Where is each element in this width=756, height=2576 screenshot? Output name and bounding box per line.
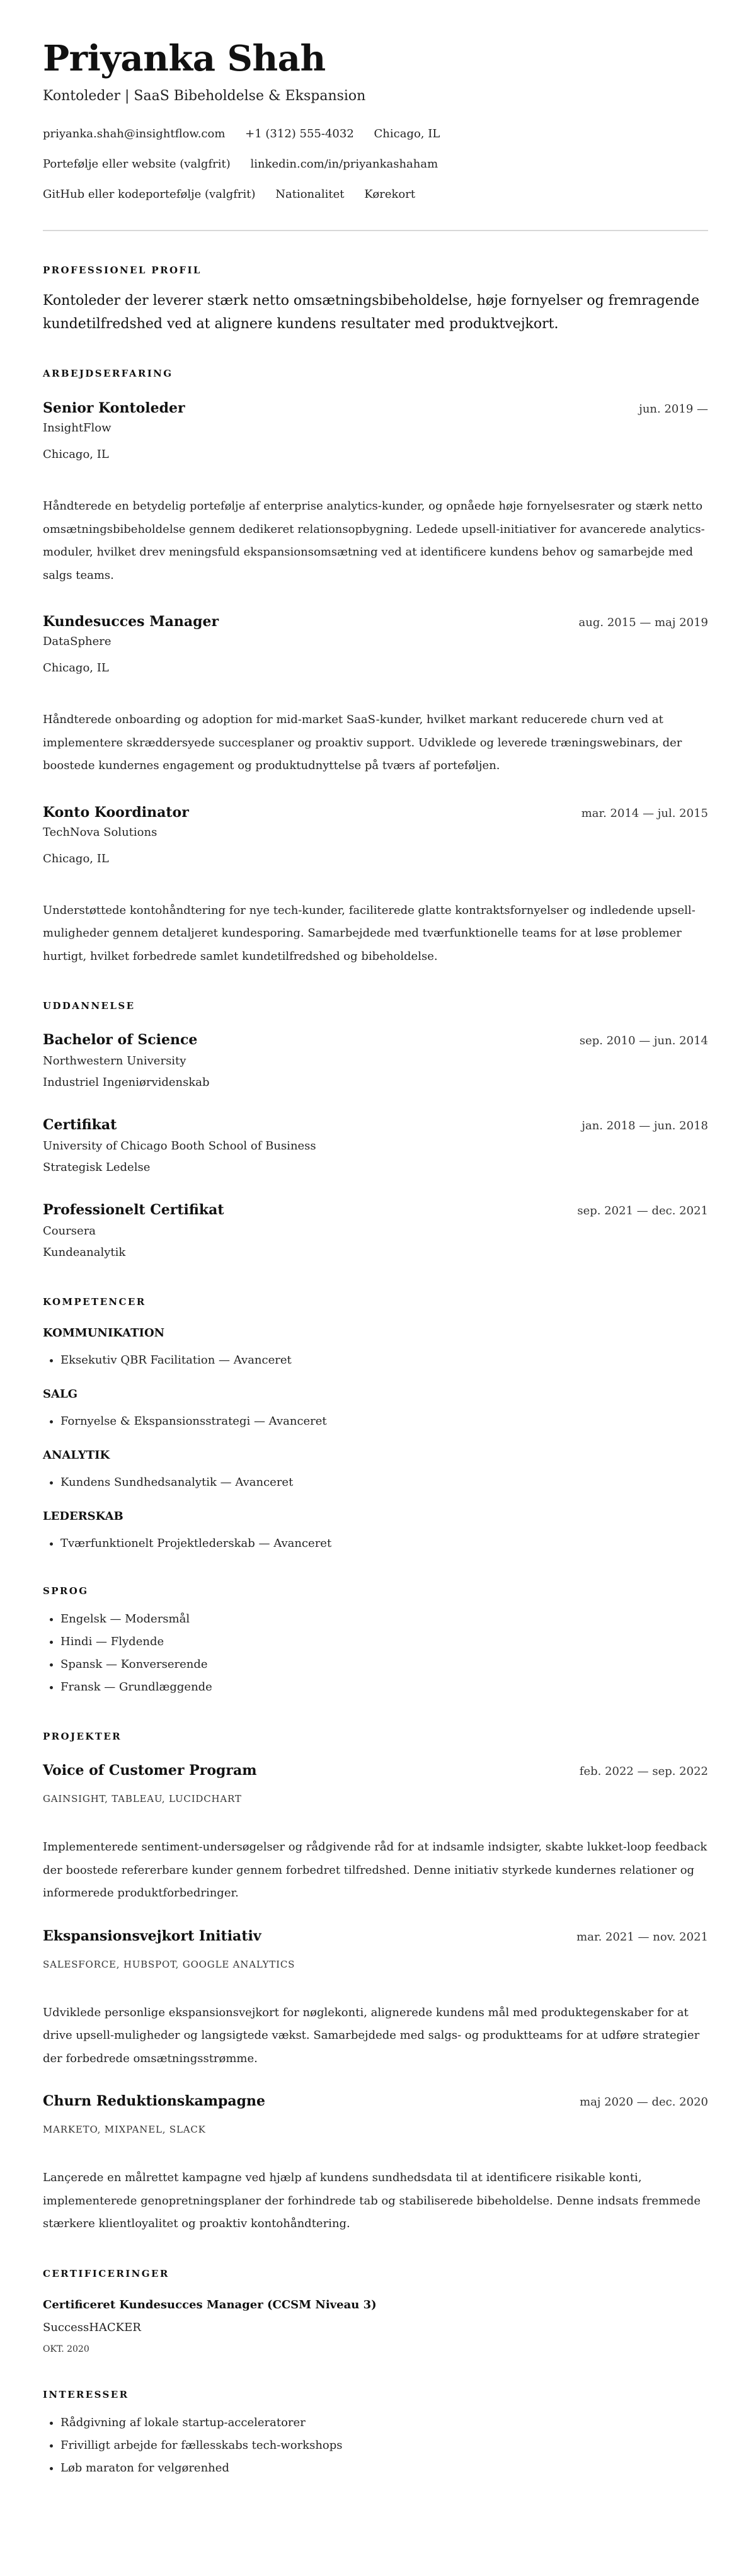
skill-list: [43, 1412, 708, 1431]
job-location: Chicago, IL: [43, 852, 109, 865]
drivers-license: Kørekort: [364, 188, 416, 201]
candidate-name: Priyanka Shah: [43, 38, 326, 79]
education-dates: sep. 2021 — dec. 2021: [577, 1204, 708, 1217]
institution-name: Northwestern University: [43, 1054, 186, 1068]
skill-item: • Fornyelse & Ekspansionsstrategi — Avanceret: [60, 1412, 708, 1431]
education-section: [43, 1000, 708, 1264]
degree-title: Professionelt Certifikat: [43, 1202, 224, 1218]
education-entry: [43, 1115, 708, 1179]
section-heading: KOMPETENCER: [43, 1296, 146, 1308]
job-title: Kundesucces Manager: [43, 613, 219, 630]
contact-row: [43, 155, 708, 174]
field-of-study: Industriel Ingeniørvidenskab: [43, 1076, 210, 1089]
profile-section: [43, 264, 708, 336]
project-entry: [43, 1927, 708, 2071]
education-header: [43, 1030, 708, 1051]
degree-title: Bachelor of Science: [43, 1032, 198, 1048]
job-location: Chicago, IL: [43, 448, 109, 461]
project-entry: [43, 2092, 708, 2236]
job-title: Konto Koordinator: [43, 804, 189, 821]
resume-header: [43, 38, 708, 204]
section-heading: SPROG: [43, 1585, 89, 1597]
project-description: Udviklede personlige ekspansionsvejkort for nøglekonti, alignerede kundens mål med produktegenskaber for at drive upsell-muligheder og langsigtede vækst. Samarbejdede med salgs- og produktteams for at udføre strategier der forbedrede omsætningsstrømme.: [43, 2005, 700, 2065]
skill-item: • Tværfunktionelt Projektlederskab — Avanceret: [60, 1534, 708, 1553]
project-dates: feb. 2022 — sep. 2022: [579, 1765, 708, 1778]
job-entry: [43, 399, 708, 587]
certification-date: OKT. 2020: [43, 2344, 89, 2354]
project-entry: [43, 1761, 708, 1905]
portfolio-link[interactable]: Portefølje eller website (valgfrit): [43, 157, 231, 171]
skills-section: [43, 1296, 708, 1553]
education-header: [43, 1200, 708, 1221]
project-technologies: MARKETO, MIXPANEL, SLACK: [43, 2124, 206, 2135]
skill-category-title: KOMMUNIKATION: [43, 1326, 165, 1340]
section-heading: PROJEKTER: [43, 1731, 122, 1742]
section-heading: ARBEJDSERFARING: [43, 368, 173, 379]
company-name: InsightFlow: [43, 421, 112, 435]
interests-section: [43, 2388, 708, 2480]
degree-title: Certifikat: [43, 1117, 117, 1133]
company-name: DataSphere: [43, 635, 112, 648]
location: Chicago, IL: [374, 127, 440, 140]
job-location: Chicago, IL: [43, 661, 109, 675]
github-link[interactable]: GitHub eller kodeportefølje (valgfrit): [43, 188, 256, 201]
contact-row: [43, 125, 708, 144]
project-title: Churn Reduktionskampagne: [43, 2093, 266, 2109]
language-item: • Engelsk — Modersmål: [60, 1608, 708, 1631]
project-title: Voice of Customer Program: [43, 1762, 257, 1779]
job-description: Understøttede kontohåndtering for nye tech-kunder, faciliterede glatte kontraktsfornyelser og indledende upsell-muligheder gennem detaljeret kundesporing. Samarbejdede med tværfunktionelle teams for at løse problemer hurtigt, hvilket forbedrede samlet kundetilfredshed og bibeholdelse.: [43, 903, 696, 963]
profile-summary: Kontoleder der leverer stærk netto omsætningsbibeholdelse, høje fornyelser og fremragende kundetilfredshed ved at alignere kundens resultater med produktvejkort.: [43, 293, 700, 332]
education-dates: sep. 2010 — jun. 2014: [579, 1034, 708, 1047]
project-dates: mar. 2021 — nov. 2021: [576, 1930, 708, 1944]
interest-item: • Rådgivning af lokale startup-acceleratorer: [60, 2412, 708, 2434]
project-technologies: GAINSIGHT, TABLEAU, LUCIDCHART: [43, 1793, 242, 1804]
job-description: Håndterede onboarding og adoption for mid-market SaaS-kunder, hvilket markant reducerede churn ved at implementere skræddersyede succesplaner og proaktiv support. Udviklede og leverede træningswebinars, der boostede kundernes engagement og produktudnyttelse på tværs af porteføljen.: [43, 713, 682, 772]
company-name: TechNova Solutions: [43, 825, 158, 839]
education-entry: [43, 1030, 708, 1094]
candidate-headline: Kontoleder | SaaS Bibeholdelse & Ekspansion: [43, 88, 366, 104]
languages-section: [43, 1585, 708, 1699]
institution-name: Coursera: [43, 1224, 96, 1238]
certification-issuer: SuccessHACKER: [43, 2320, 141, 2334]
projects-section: [43, 1730, 708, 2236]
experience-section: [43, 367, 708, 968]
field-of-study: Kundeanalytik: [43, 1246, 126, 1259]
job-description: Håndterede en betydelig portefølje af enterprise analytics-kunder, og opnåede høje fornyelsesrater og stærk netto omsætningsbibeholdelse gennem dedikeret relationsopbygning. Ledede upsell-initiativer for avancerede analytics-moduler, hvilket drev meningsfuld ekspansionsomsætning ved at identificere kundens behov og samarbejde med salgs teams.: [43, 499, 705, 582]
job-title: Senior Kontoleder: [43, 400, 185, 416]
project-header: [43, 1927, 708, 1947]
project-title: Ekspansionsvejkort Initiativ: [43, 1927, 261, 1944]
phone-number: +1 (312) 555-4032: [245, 127, 354, 140]
section-heading: CERTIFICERINGER: [43, 2267, 169, 2279]
project-description: Lançerede en målrettet kampagne ved hjælp af kundens sundhedsdata til at identificere risikable konti, implementerede genopretningsplaner der forhindrede tab og stabiliserede bibeholdelse. Denne indsats fremmede stærkere klientloyalitet og proaktiv kontohåndtering.: [43, 2171, 701, 2230]
header-divider: [43, 230, 708, 231]
interest-item: • Frivilligt arbejde for fællesskabs tech-workshops: [60, 2434, 708, 2457]
project-technologies: SALESFORCE, HUBSPOT, GOOGLE ANALYTICS: [43, 1958, 295, 1970]
language-item: • Hindi — Flydende: [60, 1631, 708, 1653]
nationality: Nationalitet: [275, 188, 345, 201]
project-dates: maj 2020 — dec. 2020: [580, 2095, 708, 2109]
job-entry: [43, 612, 708, 778]
language-item: • Fransk — Grundlæggende: [60, 1676, 708, 1699]
job-header: [43, 612, 708, 632]
job-entry: [43, 803, 708, 969]
languages-list: [43, 1608, 708, 1699]
project-header: [43, 1761, 708, 1781]
education-dates: jan. 2018 — jun. 2018: [581, 1119, 708, 1132]
linkedin-link[interactable]: linkedin.com/in/priyankashaham: [250, 157, 438, 171]
project-header: [43, 2092, 708, 2112]
skill-item: • Kundens Sundhedsanalytik — Avanceret: [60, 1473, 708, 1492]
field-of-study: Strategisk Ledelse: [43, 1161, 151, 1174]
skill-category-title: SALG: [43, 1388, 77, 1401]
education-entry: [43, 1200, 708, 1264]
email-link[interactable]: priyanka.shah@insightflow.com: [43, 127, 226, 140]
section-heading: PROFESSIONEL PROFIL: [43, 265, 202, 276]
job-header: [43, 399, 708, 419]
education-header: [43, 1115, 708, 1136]
contact-row: [43, 185, 708, 204]
certifications-section: [43, 2267, 708, 2357]
skill-list: [43, 1473, 708, 1492]
institution-name: University of Chicago Booth School of Business: [43, 1139, 316, 1153]
interest-item: • Løb maraton for velgørenhed: [60, 2457, 708, 2480]
skill-category-title: ANALYTIK: [43, 1449, 110, 1462]
section-heading: INTERESSER: [43, 2388, 129, 2400]
skill-category-title: LEDERSKAB: [43, 1510, 123, 1523]
project-description: Implementerede sentiment-undersøgelser og rådgivende råd for at indsamle indsigter, skabte lukket-loop feedback der boostede refererbare kunder gennem forbedret tilfredshed. Denne initiativ styrkede kundernes relationer og informerede produktforbedringer.: [43, 1840, 707, 1900]
job-header: [43, 803, 708, 823]
section-heading: UDDANNELSE: [43, 1000, 135, 1012]
language-item: • Spansk — Konverserende: [60, 1653, 708, 1676]
certification-title: Certificeret Kundesucces Manager (CCSM Niveau 3): [43, 2298, 377, 2311]
skill-list: [43, 1351, 708, 1370]
job-dates: mar. 2014 — jul. 2015: [581, 806, 708, 820]
interests-list: [43, 2412, 708, 2480]
job-dates: aug. 2015 — maj 2019: [578, 616, 708, 629]
job-dates: jun. 2019 —: [639, 402, 708, 416]
skill-item: • Eksekutiv QBR Facilitation — Avanceret: [60, 1351, 708, 1370]
skill-list: [43, 1534, 708, 1553]
